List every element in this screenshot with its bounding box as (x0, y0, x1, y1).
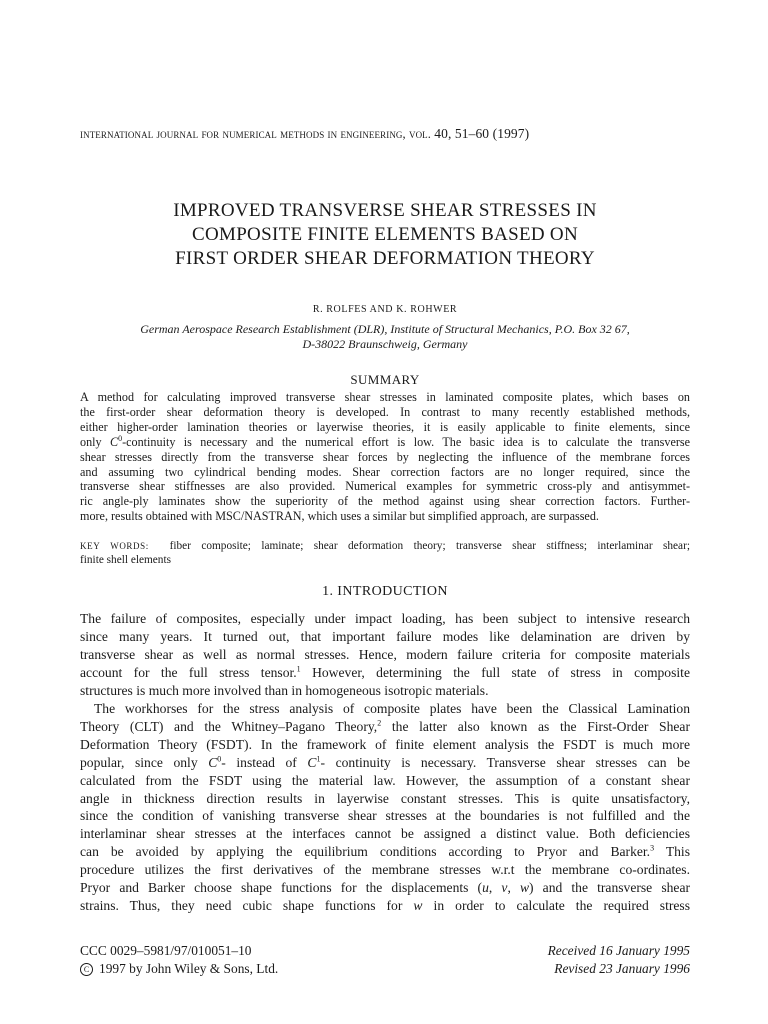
authors: R. ROLFES AND K. ROHWER (312, 304, 458, 315)
citation: 3 (650, 843, 655, 853)
body-line: calculated from the FSDT using the material law. However, the assumption of a constant shear (80, 772, 690, 788)
citation: 1 (296, 664, 301, 674)
citation: 2 (377, 718, 382, 728)
summary-line: shear stresses directly from the transverse shear forces by neglecting the influence of the membrane forces (80, 449, 690, 464)
journal-name: international journal for numerical methods in engineering, vol. (80, 127, 432, 141)
summary-heading: SUMMARY (350, 372, 420, 387)
body-line: angle in thickness direction results in layerwise constant stresses. This is quite unsatisfactory, (80, 790, 690, 806)
body-line: popular, since only $C^0-$ instead of $C^1-$ continuity is necessary. Transverse shear stresses can be (80, 754, 690, 770)
body-line: since the condition of vanishing transverse shear stresses at the boundaries is not fulfilled and the (80, 808, 690, 824)
body-line: The failure of composites, especially under impact loading, has been subject to intensive research (80, 611, 690, 626)
summary-line: the first-order shear deformation theory is developed. In contrast to many recently established methods, (80, 404, 690, 419)
keywords-label: KEY WORDS: (80, 541, 149, 551)
affiliation-line: German Aerospace Research Establishment (DLR), Institute of Structural Mechanics, P.O. Box 32 67, (140, 322, 630, 336)
footer-right (430, 942, 690, 978)
revised-date: Revised 23 January 1996 (554, 961, 690, 976)
ccc-code: CCC 0029–5981/97/010051–10 (80, 943, 252, 958)
body-line: The workhorses for the stress analysis of composite plates have been the Classical Lamination (94, 700, 690, 716)
journal-header (80, 126, 690, 142)
volume-pages: 40, 51–60 (1997) (434, 126, 530, 141)
body-line: can be avoided by applying the equilibrium conditions according to Pryor and Barker.$^3$ This (80, 843, 690, 860)
body-line: Pryor and Barker choose shape functions for the displacements (u, v, w) and the transverse shear (80, 880, 691, 896)
affiliation-line: D-38022 Braunschweig, Germany (302, 337, 468, 351)
body-line: Theory (CLT) and the Whitney–Pagano Theory,$^2$ the latter also known as the First-Order Shear (80, 718, 690, 734)
title-line: FIRST ORDER SHEAR DEFORMATION THEORY (175, 248, 595, 269)
body-line: strains. Thus, they need cubic shape functions for w in order to calculate the required stress (80, 898, 690, 914)
keywords-line: KEY WORDS: fiber composite; laminate; shear deformation theory; transverse shear stiffness; interlaminar shear; (80, 540, 690, 552)
summary-line: ric angle-ply laminates show the superiority of the method against using shear correction factors. Further- (80, 494, 690, 509)
body-line: since many years. It turned out, that important failure modes like delamination are driven by (80, 628, 690, 644)
body-line: procedure utilizes the first derivatives of the membrane stresses w.r.t the membrane co-ordinates. (80, 862, 690, 878)
copyright-line: C 1997 by John Wiley & Sons, Ltd. (80, 960, 400, 978)
keywords-line: finite shell elements (80, 554, 171, 566)
copyright-icon: C (80, 963, 93, 976)
body-line: interlaminar shear stresses at the interfaces cannot be assigned a distinct value. Both deficiencies (80, 826, 690, 842)
summary-line: A method for calculating improved transverse shear stresses in laminated composite plates, which bases on (80, 390, 690, 404)
summary-abstract (80, 390, 690, 524)
section-heading-introduction: 1. INTRODUCTION (322, 584, 448, 599)
body-line: account for the full stress tensor.$^1$ However, determining the full state of stress in composite (80, 664, 690, 680)
summary-line: only $C^0$-continuity is necessary and the numerical effort is low. The basic idea is to calculate the transverse (80, 433, 690, 449)
title-line: COMPOSITE FINITE ELEMENTS BASED ON (192, 224, 578, 245)
received-date: Received 16 January 1995 (547, 943, 690, 958)
keywords (80, 539, 690, 567)
summary-line: either higher-order lamination theories or layerwise theories, it is easily applicable to finite elements, since (80, 419, 690, 434)
summary-line: transverse shear stiffnesses are also provided. Numerical examples for symmetric cross-ply and antisymmet- (80, 479, 690, 494)
body-line: structures is much more involved than in homogeneous isotropic materials. (80, 682, 489, 698)
introduction-body (80, 610, 690, 915)
title-line: IMPROVED TRANSVERSE SHEAR STRESSES IN (173, 200, 597, 221)
summary-line: more, results obtained with MSC/NASTRAN, which uses a similar but simplified approach, are surpassed. (80, 509, 599, 524)
paper-title (80, 199, 690, 271)
body-line: transverse shear as well as normal stresses. Hence, modern failure criteria for composite materials (80, 646, 690, 662)
body-line: Deformation Theory (FSDT). In the framework of finite element analysis the FSDT is much more (80, 736, 690, 752)
footer-left (80, 942, 400, 978)
affiliation (80, 322, 690, 352)
summary-line: and assuming two cylindrical bending modes. Shear correction factors are no longer required, since the (80, 464, 690, 479)
